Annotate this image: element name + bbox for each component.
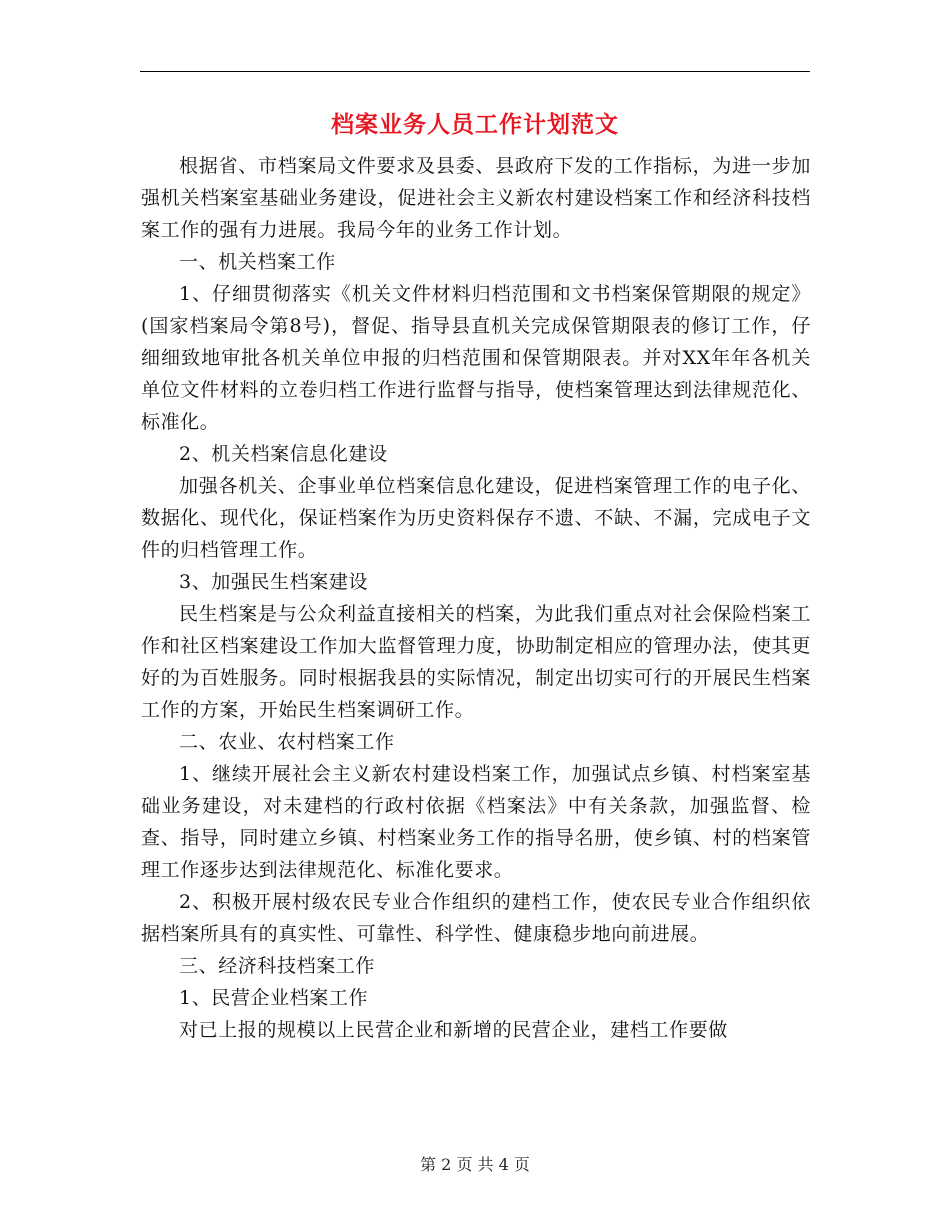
section-1-item-2-text: 加强各机关、企事业单位档案信息化建设，促进档案管理工作的电子化、数据化、现代化，保证档案作为历史资料保存不遗、不缺、不漏，完成电子文件的归档管理工作。 (141, 475, 811, 561)
document-title: 档案业务人员工作计划范文 (331, 111, 619, 138)
section-3-item-1-text: 对已上报的规模以上民营企业和新增的民营企业，建档工作要做 (179, 1019, 728, 1041)
page-number-footer: 第 2 页 共 4 页 (420, 1155, 530, 1174)
section-1-item-2-heading: 2、机关档案信息化建设 (179, 443, 388, 465)
section-2-item-1: 1、继续开展社会主义新农村建设档案工作，加强试点乡镇、村档案室基础业务建设，对未建档的行政村依据《档案法》中有关条款，加强监督、检查、指导，同时建立乡镇、村档案业务工作的指导名册，使乡镇、村的档案管理工作逐步达到法律规范化、标准化要求。 (141, 763, 811, 881)
section-3-item-1-heading: 1、民营企业档案工作 (179, 987, 369, 1009)
section-heading-3: 三、经济科技档案工作 (179, 955, 376, 977)
section-1-item-3-heading: 3、加强民生档案建设 (179, 571, 369, 593)
header-rule (140, 71, 810, 72)
intro-paragraph: 根据省、市档案局文件要求及县委、县政府下发的工作指标，为进一步加强机关档案室基础业务建设，促进社会主义新农村建设档案工作和经济科技档案工作的强有力进展。我局今年的业务工作计划。 (141, 155, 811, 241)
section-2-item-2: 2、积极开展村级农民专业合作组织的建档工作，使农民专业合作组织依据档案所具有的真实性、可靠性、科学性、健康稳步地向前进展。 (141, 891, 811, 945)
section-1-item-1: 1、仔细贯彻落实《机关文件材料归档范围和文书档案保管期限的规定》(国家档案局令第8号)，督促、指导县直机关完成保管期限表的修订工作，仔细细致地审批各机关单位申报的归档范围和保管期限表。并对XX年年各机关单位文件材料的立卷归档工作进行监督与指导，使档案管理达到法律规范化、标准化。 (141, 283, 811, 433)
section-1-item-3-text: 民生档案是与公众利益直接相关的档案，为此我们重点对社会保险档案工作和社区档案建设工作加大监督管理力度，协助制定相应的管理办法，使其更好的为百姓服务。同时根据我县的实际情况，制定出切实可行的开展民生档案工作的方案，开始民生档案调研工作。 (141, 603, 811, 721)
document-body (141, 150, 811, 1046)
section-heading-1: 一、机关档案工作 (179, 251, 336, 273)
section-heading-2: 二、农业、农村档案工作 (179, 731, 395, 753)
